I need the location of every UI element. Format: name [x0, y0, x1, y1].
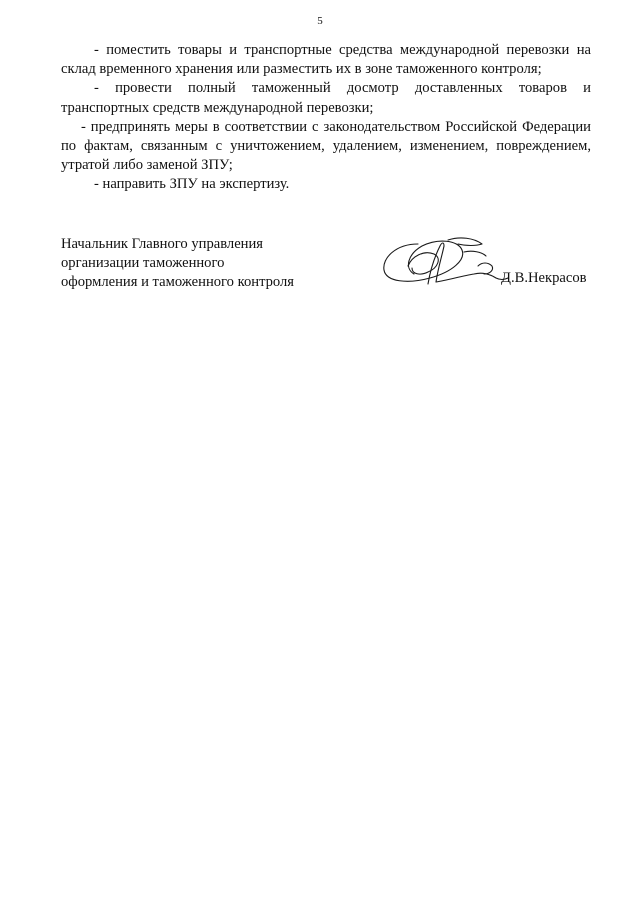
- signatory-title-line: оформления и таможенного контроля: [61, 274, 295, 291]
- body-text: [61, 41, 591, 195]
- signer-name: Д.В.Некрасов: [501, 270, 587, 286]
- paragraph-place-goods: - поместить товары и транспортные средства международной перевозки на склад временного хранения или разместить их в зоне таможенного контроля;: [61, 42, 591, 78]
- signatory-title-line: Начальник Главного управления: [61, 236, 264, 252]
- signatory-title-line: организации таможенного: [61, 255, 225, 272]
- page-number: 5: [317, 15, 323, 27]
- paragraph-take-measures: - предпринять меры в соответствии с законодательством Российской Федерации по фактам, связанным с уничтожением, удалением, изменением, повреждением, утратой либо заменой ЗПУ;: [61, 118, 591, 174]
- handwritten-signature: [378, 232, 518, 292]
- paragraph-customs-inspection: - провести полный таможенный досмотр доставленных товаров и транспортных средств международной перевозки;: [61, 80, 591, 116]
- signatory-title: [61, 235, 294, 293]
- paragraph-send-for-examination: - направить ЗПУ на экспертизу.: [94, 176, 290, 193]
